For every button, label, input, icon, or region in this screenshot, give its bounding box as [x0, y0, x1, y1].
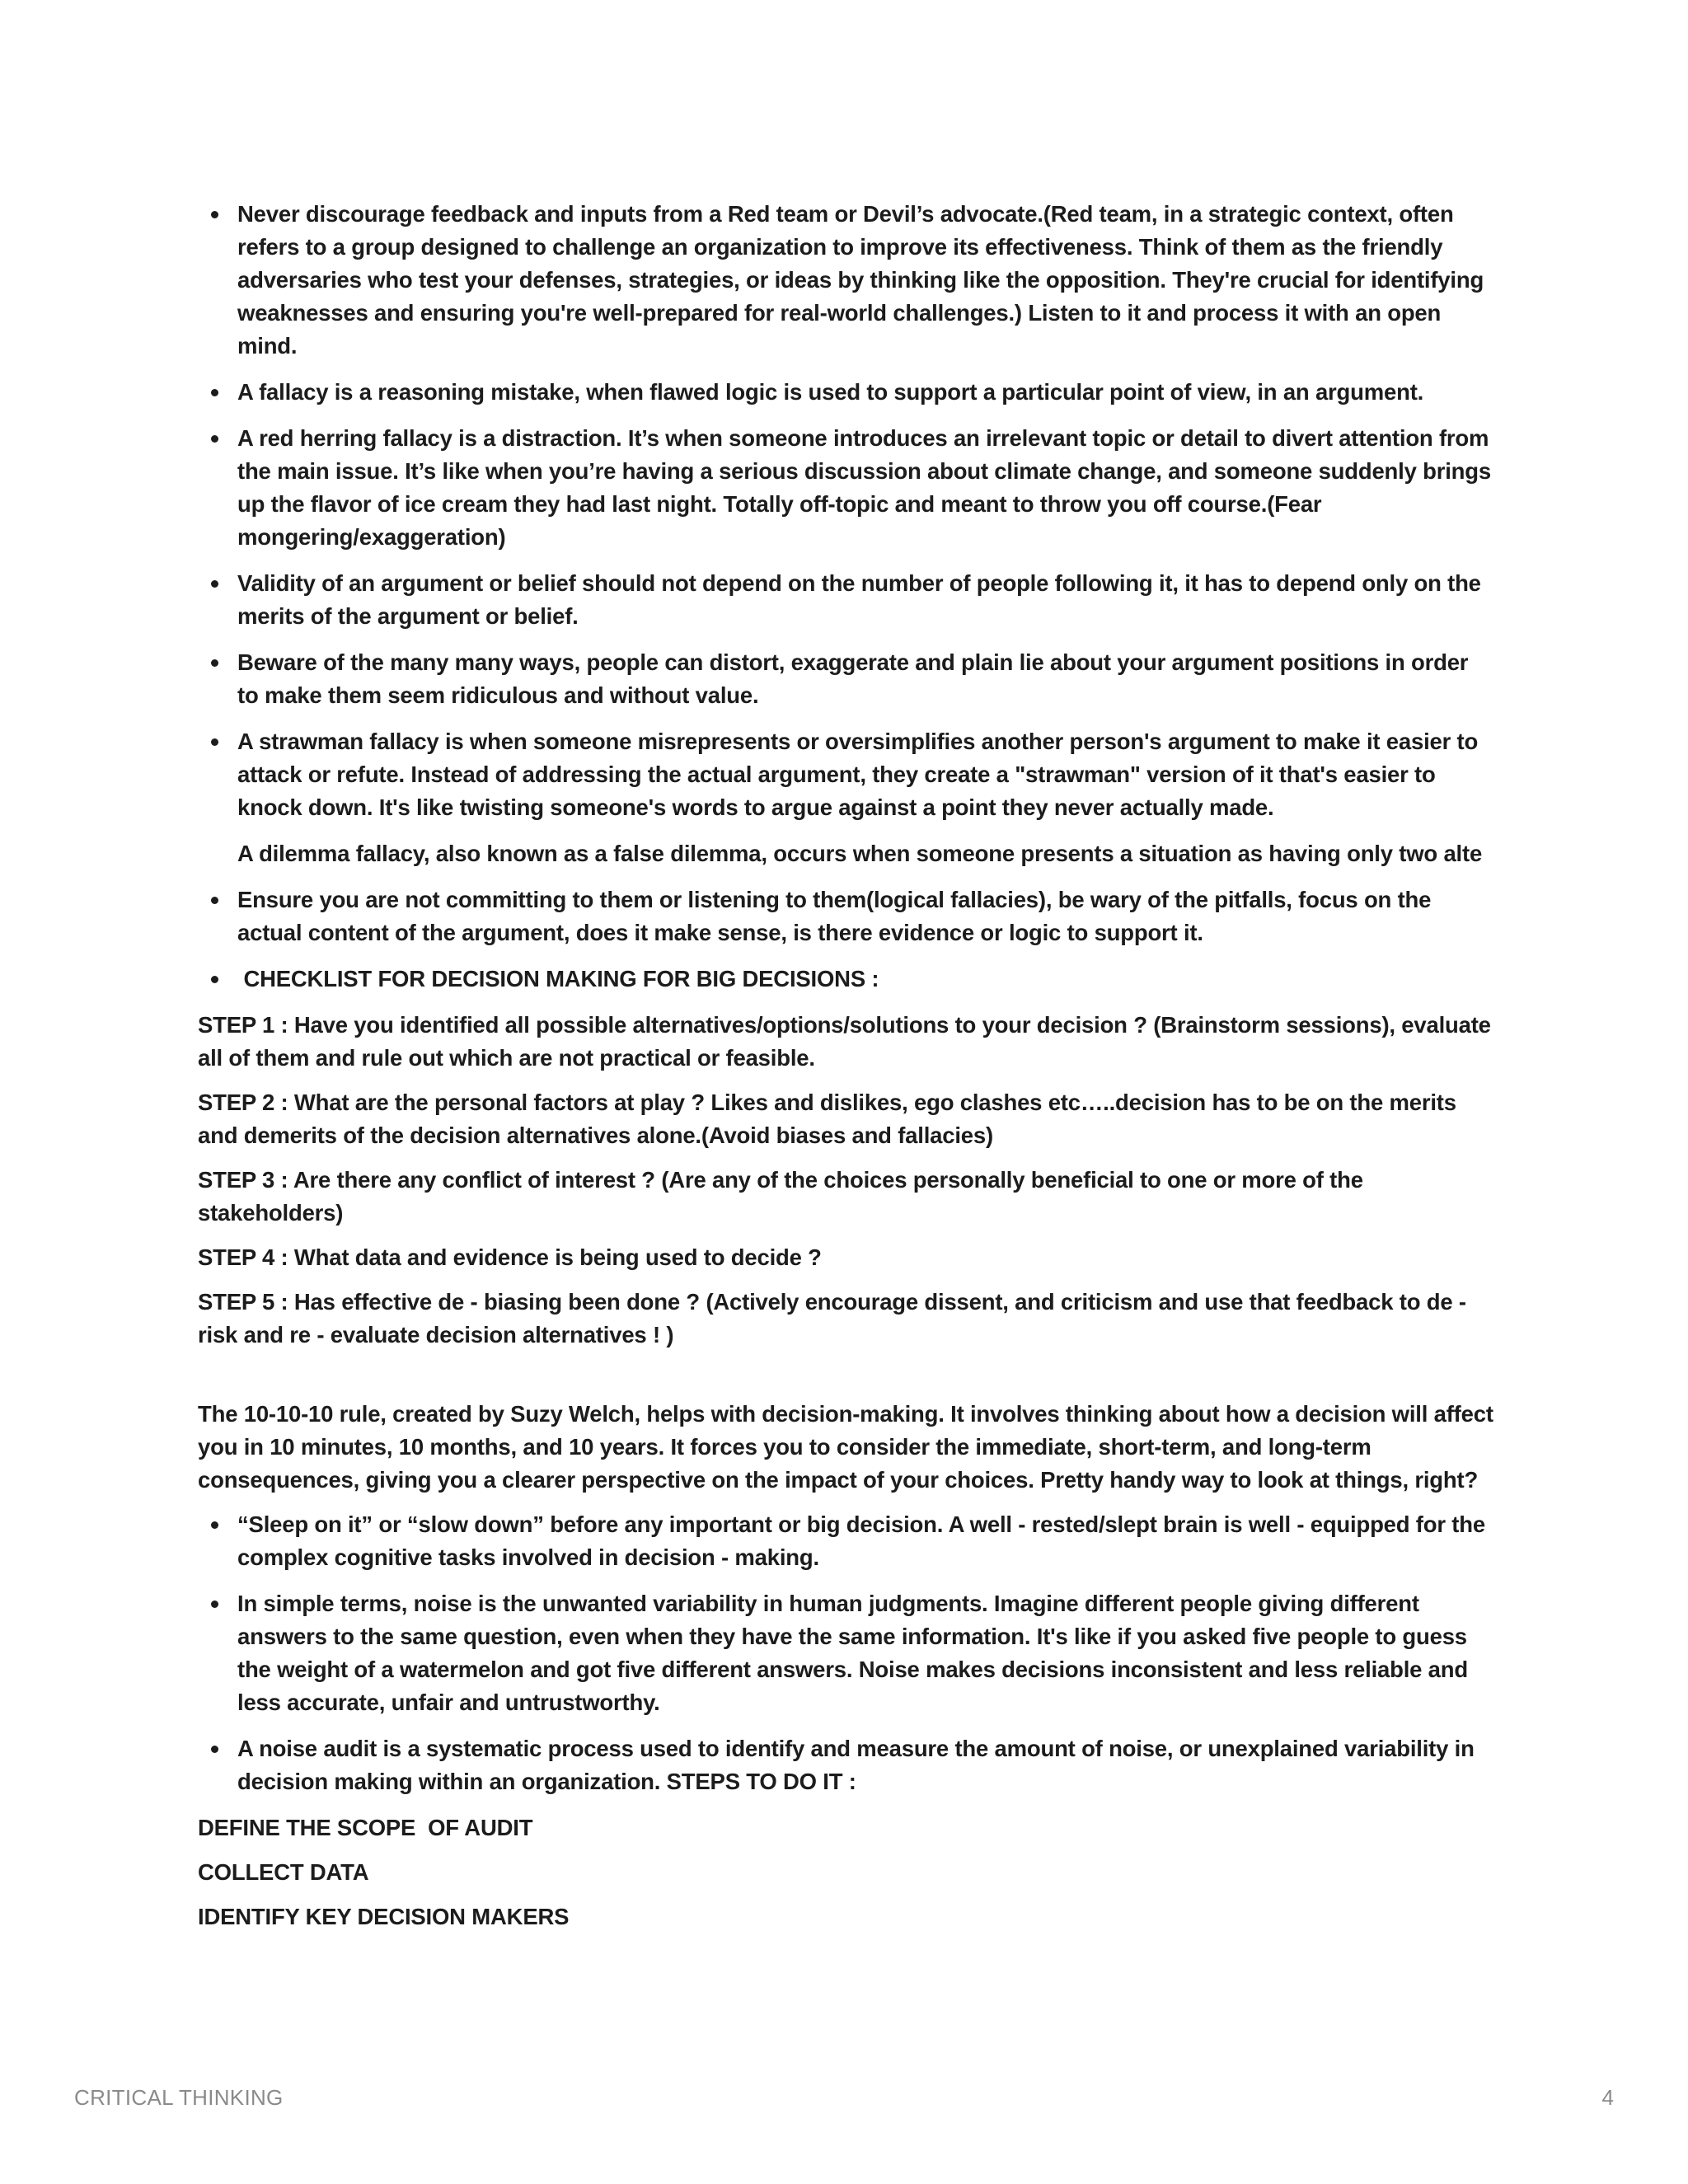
- list-item-checklist-heading: CHECKLIST FOR DECISION MAKING FOR BIG DECISIONS :: [237, 963, 1493, 996]
- checklist-step-1: STEP 1 : Have you identified all possible alternatives/options/solutions to your decision ? (Brainstorm sessions), evaluate all of them and rule out which are not practical or feasible.: [198, 1012, 1491, 1071]
- checklist-step-2: STEP 2 : What are the personal factors at play ? Likes and dislikes, ego clashes etc…..decision has to be on the merits and demerits of the decision alternatives alone.(Avoid biases and fallacies): [198, 1090, 1456, 1148]
- checklist-step-3: STEP 3 : Are there any conflict of interest ? (Are any of the choices personally beneficial to one or more of the stakeholders): [198, 1167, 1363, 1226]
- list-item-beware-distortion: Beware of the many many ways, people can distort, exaggerate and plain lie about your argument positions in order to make them seem ridiculous and without value.: [237, 646, 1493, 712]
- list-item-noise-definition: In simple terms, noise is the unwanted variability in human judgments. Imagine different people giving different answers to the same question, even when they have the same information. It's like if you asked five people to guess the weight of a watermelon and got five different answers. Noise makes decisions inconsistent and less reliable and less accurate, unfair and untrustworthy.: [237, 1587, 1493, 1719]
- audit-step-identify-makers: IDENTIFY KEY DECISION MAKERS: [198, 1904, 570, 1929]
- list-item-noise-audit: A noise audit is a systematic process used to identify and measure the amount of noise, or unexplained variability in decision making within an organization. STEPS TO DO IT :: [237, 1732, 1493, 1798]
- rule-10-10-10-paragraph: The 10-10-10 rule, created by Suzy Welch, helps with decision-making. It involves thinking about how a decision will affect you in 10 minutes, 10 months, and 10 years. It forces you to consider the immediate, short-term, and long-term consequences, giving you a clearer perspective on the impact of your choices. Pretty handy way to look at things, right?: [198, 1401, 1493, 1493]
- list-item-strawman: A strawman fallacy is when someone misrepresents or oversimplifies another person's argument to make it easier to attack or refute. Instead of addressing the actual argument, they create a "strawman" version of it that's easier to knock down. It's like twisting someone's words to argue against a point they never actually made.: [237, 725, 1493, 824]
- list-item-fallacy-definition: A fallacy is a reasoning mistake, when flawed logic is used to support a particular point of view, in an argument.: [237, 376, 1493, 409]
- list-item-dilemma: A dilemma fallacy, also known as a false dilemma, occurs when someone presents a situation as having only two alte: [237, 837, 1493, 870]
- list-item-red-herring: A red herring fallacy is a distraction. It’s when someone introduces an irrelevant topic or detail to divert attention from the main issue. It’s like when you’re having a serious discussion about climate change, and someone suddenly brings up the flavor of ice cream they had last night. Totally off-topic and meant to throw you off course.(Fear mongering/exaggeration): [237, 422, 1493, 554]
- checklist-step-4: STEP 4 : What data and evidence is being used to decide ?: [198, 1244, 822, 1270]
- bullet-list-noise: [198, 1508, 1493, 1798]
- page-content: [198, 198, 1493, 1945]
- checklist-step-5: STEP 5 : Has effective de - biasing been done ? (Actively encourage dissent, and criticism and use that feedback to de - risk and re - evaluate decision alternatives ! ): [198, 1289, 1466, 1347]
- footer-document-title: CRITICAL THINKING: [74, 2085, 284, 2110]
- list-item-sleep-on-it: “Sleep on it” or “slow down” before any important or big decision. A well - rested/slept brain is well - equipped for the complex cognitive tasks involved in decision - making.: [237, 1508, 1493, 1574]
- list-item-red-team: Never discourage feedback and inputs from a Red team or Devil’s advocate.(Red team, in a strategic context, often refers to a group designed to challenge an organization to improve its effectiveness. Think of them as the friendly adversaries who test your defenses, strategies, or ideas by thinking like the opposition. They're crucial for identifying weaknesses and ensuring you're well-prepared for real-world challenges.) Listen to it and process it with an open mind.: [237, 198, 1493, 363]
- list-item-validity: Validity of an argument or belief should not depend on the number of people following it, it has to depend only on the merits of the argument or belief.: [237, 567, 1493, 633]
- audit-step-define-scope: DEFINE THE SCOPE OF AUDIT: [198, 1815, 533, 1840]
- bullet-list-fallacies: [198, 198, 1493, 996]
- list-item-ensure: Ensure you are not committing to them or listening to them(logical fallacies), be wary of the pitfalls, focus on the actual content of the argument, does it make sense, is there evidence or logic to support it.: [237, 883, 1493, 949]
- footer-page-number: 4: [1601, 2085, 1614, 2110]
- audit-step-collect-data: COLLECT DATA: [198, 1859, 369, 1885]
